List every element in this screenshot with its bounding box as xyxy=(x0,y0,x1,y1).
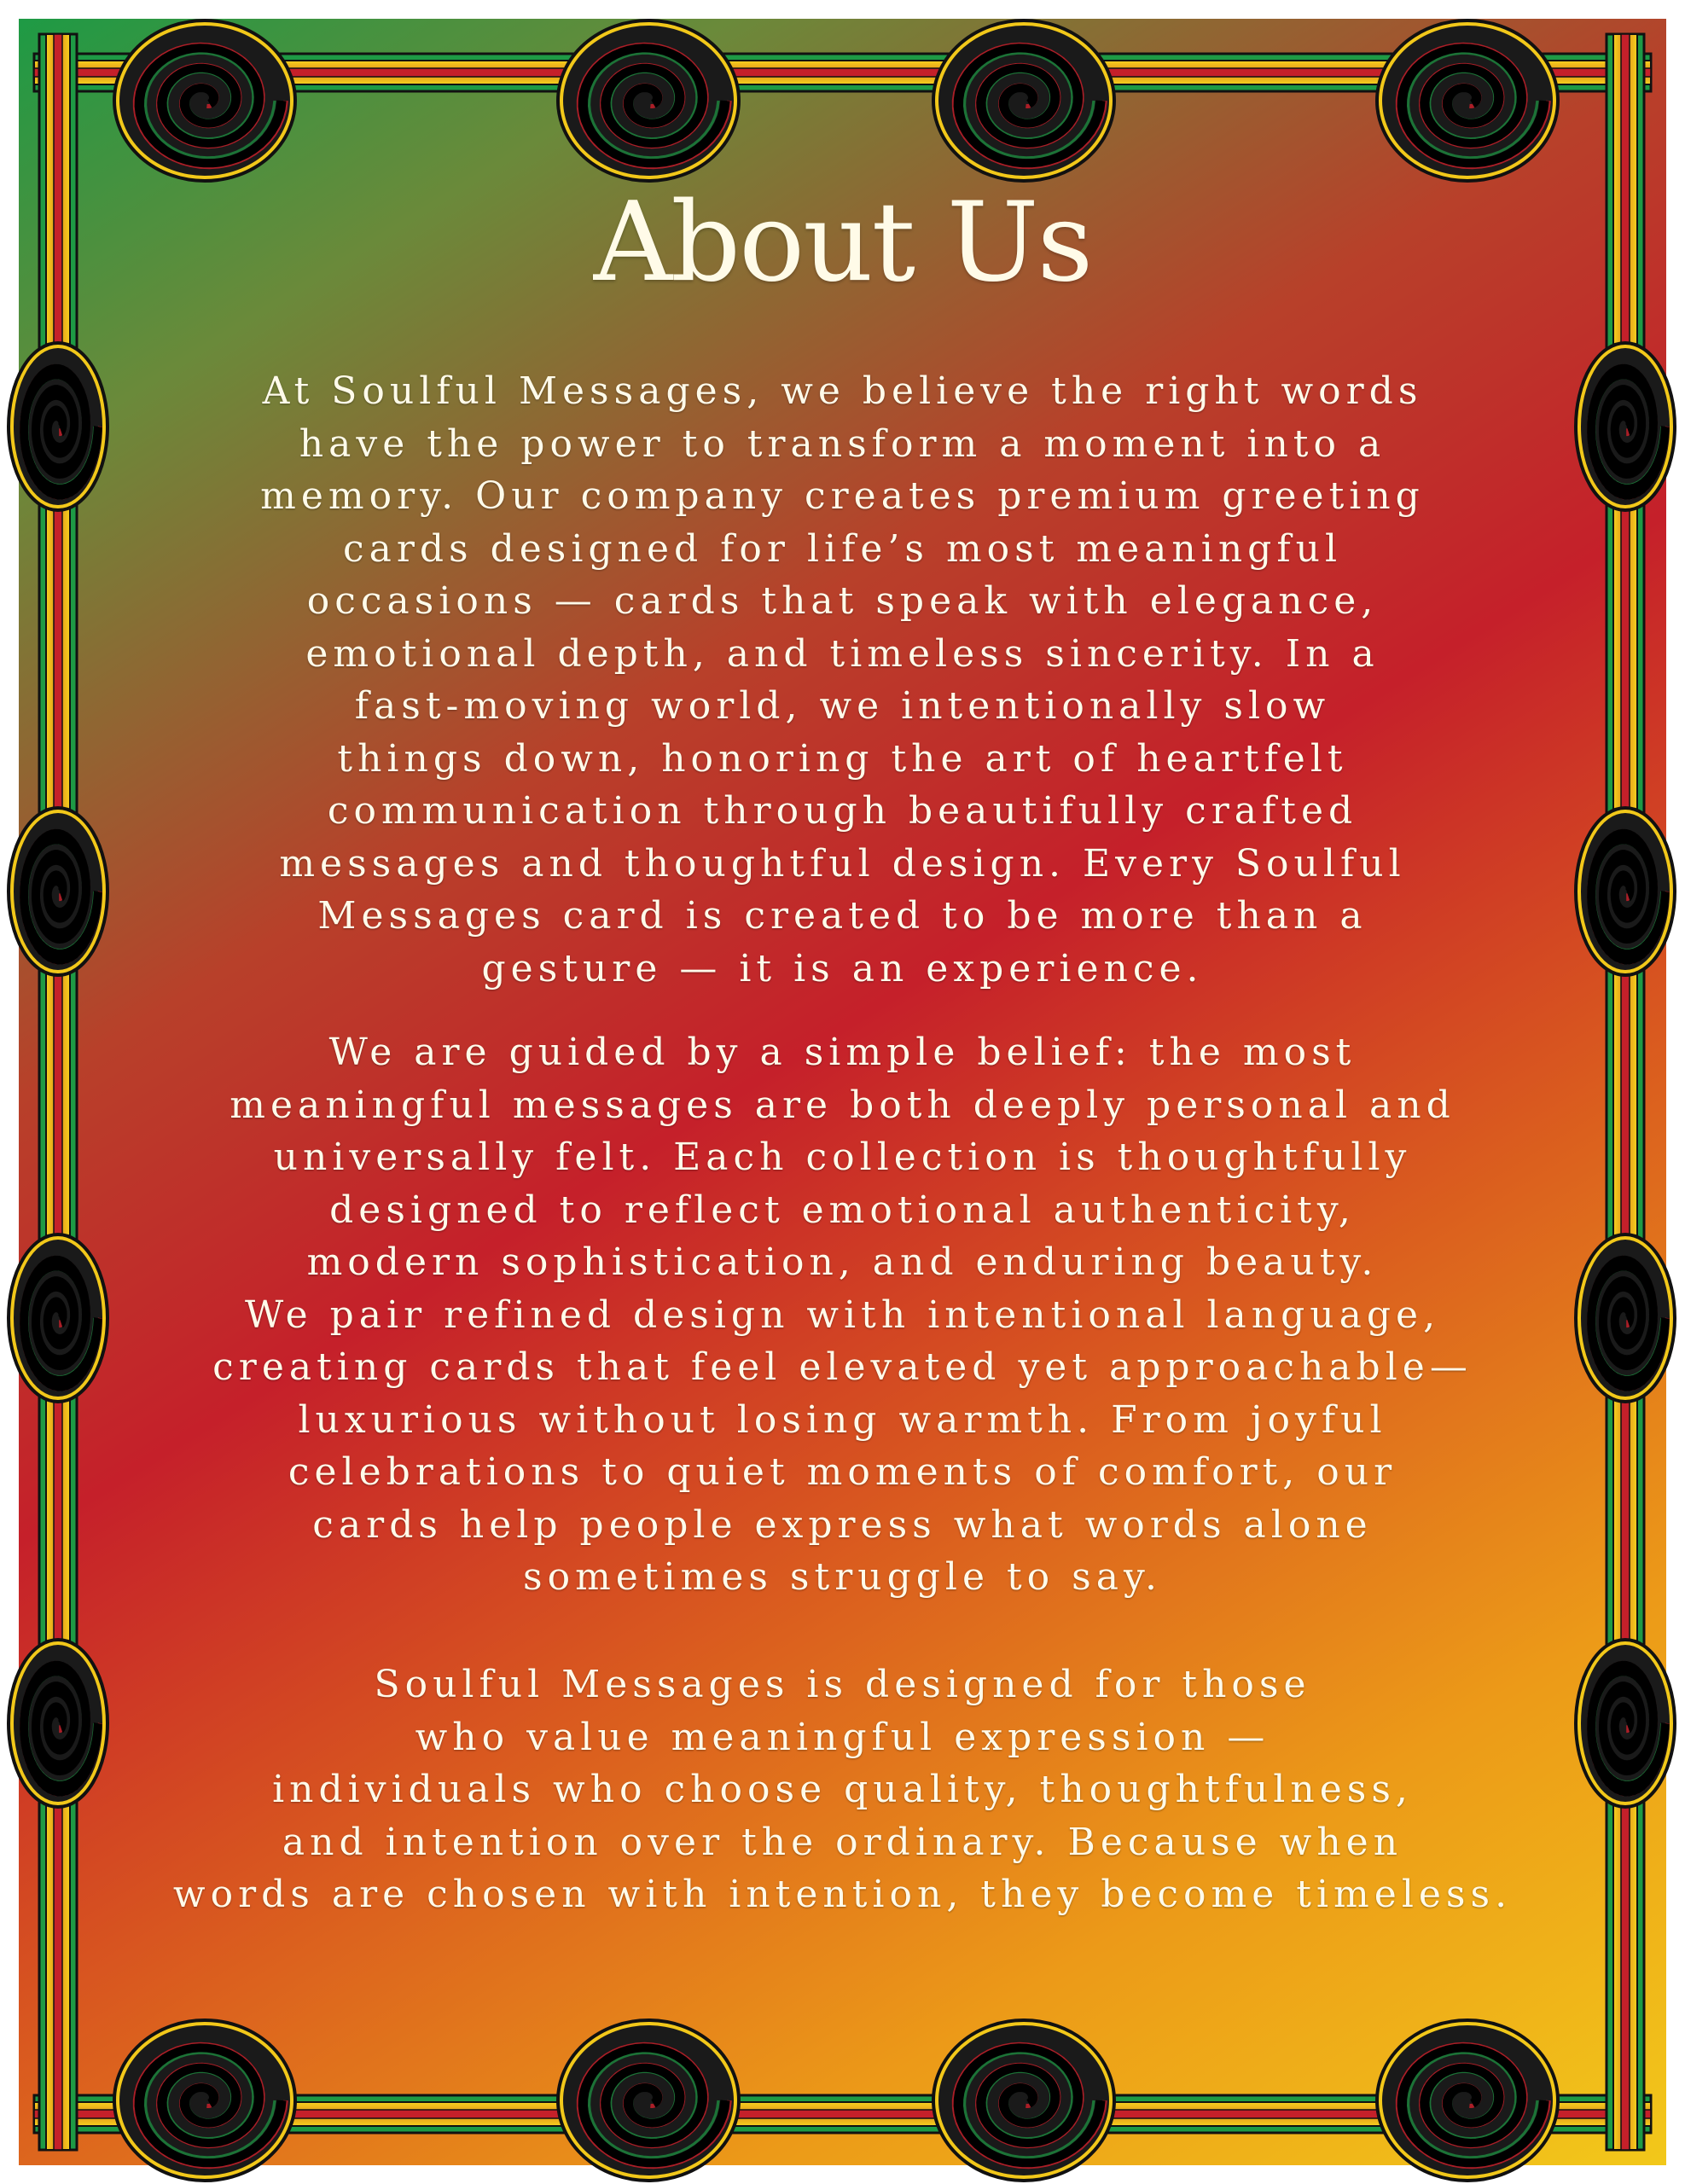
paragraph-line: cards help people express what words alone xyxy=(312,1502,1373,1547)
spiral-ornament xyxy=(558,2020,739,2181)
spiral-ornament xyxy=(1377,20,1558,181)
paragraph-line: words are chosen with intention, they become timeless. xyxy=(172,1873,1513,1916)
paragraph-line: things down, honoring the art of heartfelt xyxy=(337,736,1348,781)
spiral-ornament xyxy=(114,2020,295,2181)
paragraph-line: meaningful messages are both deeply personal and xyxy=(230,1083,1455,1127)
paragraph-line: modern sophistication, and enduring beauty. xyxy=(306,1240,1379,1284)
paragraph-line: memory. Our company creates premium greeting xyxy=(260,474,1425,518)
spiral-ornament xyxy=(558,20,739,181)
paragraph-line: individuals who choose quality, thoughtfulness, xyxy=(272,1768,1413,1811)
spiral-ornament xyxy=(9,808,107,975)
spiral-ornament xyxy=(9,1640,107,1807)
paragraph-line: At Soulful Messages, we believe the right words xyxy=(262,369,1423,413)
paragraph-line: We pair refined design with intentional language, xyxy=(244,1292,1441,1337)
spiral-ornament xyxy=(1576,343,1675,510)
paragraph-line: luxurious without losing warmth. From joyful xyxy=(298,1397,1387,1442)
spiral-ornament xyxy=(933,2020,1114,2181)
paragraph-line: have the power to transform a moment into a xyxy=(299,421,1386,466)
about-paragraph-2 xyxy=(128,1026,1557,1604)
spiral-ornament xyxy=(9,1234,107,1402)
paragraph-line: occasions — cards that speak with elegance, xyxy=(306,579,1379,623)
spiral-ornament xyxy=(1576,1640,1675,1807)
paragraph-line: communication through beautifully crafted xyxy=(327,789,1358,833)
paragraph-line: messages and thoughtful design. Every Soulful xyxy=(279,841,1406,886)
about-paragraph-1 xyxy=(128,365,1557,995)
paragraph-line: who value meaningful expression — xyxy=(415,1715,1270,1759)
paragraph-line: fast-moving world, we intentionally slow xyxy=(354,684,1331,728)
about-paragraph-3 xyxy=(128,1658,1557,1921)
paragraph-line: designed to reflect emotional authenticity, xyxy=(329,1188,1356,1232)
paragraph-line: cards designed for life’s most meaningful xyxy=(342,526,1343,571)
spiral-ornament xyxy=(114,20,295,181)
spiral-ornament xyxy=(1576,808,1675,975)
paragraph-line: gesture — it is an experience. xyxy=(481,946,1204,990)
paragraph-line: Soulful Messages is designed for those xyxy=(374,1663,1311,1706)
paragraph-line: We are guided by a simple belief: the most xyxy=(328,1031,1357,1074)
paragraph-line: emotional depth, and timeless sincerity. In a xyxy=(305,631,1380,676)
spiral-ornament xyxy=(9,343,107,510)
paragraph-line: universally felt. Each collection is thoughtfully xyxy=(273,1136,1412,1179)
page-title: About Us xyxy=(593,179,1092,306)
paragraph-line: sometimes struggle to say. xyxy=(523,1555,1162,1599)
paragraph-line: creating cards that feel elevated yet approachable— xyxy=(212,1345,1473,1389)
paragraph-line: Messages card is created to be more than a xyxy=(317,894,1368,938)
spiral-ornament xyxy=(1576,1234,1675,1402)
spiral-ornament xyxy=(933,20,1114,181)
paragraph-line: and intention over the ordinary. Because when xyxy=(282,1820,1403,1864)
spiral-ornament xyxy=(1377,2020,1558,2181)
paragraph-line: celebrations to quiet moments of comfort, our xyxy=(288,1450,1397,1494)
